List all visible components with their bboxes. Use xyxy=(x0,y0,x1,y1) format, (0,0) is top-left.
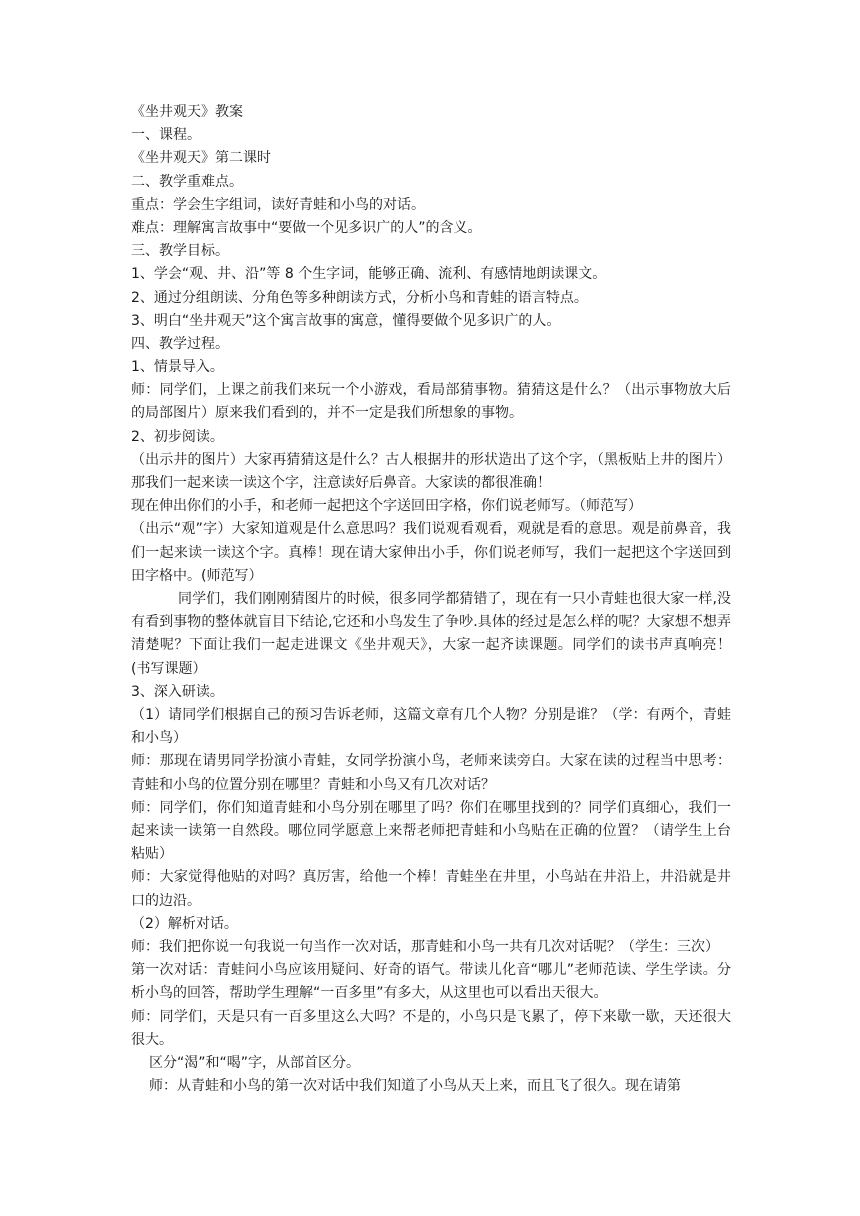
sub-heading-dialogue: （2）解析对话。 xyxy=(131,915,238,932)
paragraph: 区分“渴”和“喝”字，从部首区分。 xyxy=(149,1055,361,1072)
goal-item-2: 2、通过分组朗读、分角色等多种朗读方式，分析小鸟和青蛙的语言特点。 xyxy=(131,289,588,306)
section-heading-course: 一、课程。 xyxy=(131,127,201,144)
paragraph: 师：那现在请男同学扮演小青蛙，女同学扮演小鸟，老师来读旁白。大家在读的过程当中思考：青蛙和小鸟的位置分别在哪里？青蛙和小鸟又有几次对话？ xyxy=(131,753,731,793)
paragraph: 同学们，我们刚刚猜图片的时候，很多同学都猜错了，现在有一只小青蛙也很大家一样,没有看到事物的整体就盲目下结论,它还和小鸟发生了争吵.具体的经过是怎么样的呢？大家想不想弄清楚呢？下面让我们一起走进课文《坐井观天》，大家一起齐读课题。同学们的读书声真响亮！(书写课题） xyxy=(131,591,731,677)
goal-item-3: 3、明白“坐井观天”这个寓言故事的寓意，懂得要做个见多识广的人。 xyxy=(131,312,561,329)
paragraph: （1）请同学们根据自己的预习告诉老师，这篇文章有几个人物？分别是谁？（学：有两个，青蛙和小鸟） xyxy=(131,707,731,747)
step-heading-deep-reading: 3、深入研读。 xyxy=(131,683,224,700)
paragraph: 第一次对话：青蛙问小鸟应该用疑问、好奇的语气。带读儿化音“哪儿”老师范读、学生学读。分析小鸟的回答，帮助学生理解“一百多里”有多大，从这里也可以看出天很大。 xyxy=(131,962,731,1002)
step-heading-reading: 2、初步阅读。 xyxy=(131,428,224,445)
paragraph: 师：我们把你说一句我说一句当作一次对话，那青蛙和小鸟一共有几次对话呢？（学生：三次） xyxy=(131,939,719,956)
paragraph: 师：同学们，天是只有一百多里这么大吗？不是的，小鸟只是飞累了，停下来歇一歇，天还很大很大。 xyxy=(131,1008,731,1048)
section-heading-process: 四、教学过程。 xyxy=(131,335,229,352)
step-heading-intro: 1、情景导入。 xyxy=(131,359,224,376)
section-heading-key-points: 二、教学重难点。 xyxy=(131,173,243,190)
paragraph: 师：同学们，上课之前我们来玩一个小游戏，看局部猜事物。猜猜这是什么？（出示事物放大后的局部图片）原来我们看到的，并不一定是我们所想象的事物。 xyxy=(131,382,731,422)
paragraph: 现在伸出你们的小手，和老师一起把这个字送回田字格，你们说老师写。（师范写） xyxy=(131,498,642,515)
course-text: 《坐井观天》第二课时 xyxy=(131,150,271,167)
document-body xyxy=(131,101,731,1099)
paragraph: （出示“观”字）大家知道观是什么意思吗？我们说观看观看，观就是看的意思。观是前鼻音，我们一起来读一读这个字。真棒！现在请大家伸出小手，你们说老师写，我们一起把这个字送回到田字格中。(师范写） xyxy=(131,521,731,584)
paragraph: 师：大家觉得他贴的对吗？真厉害，给他一个棒！青蛙坐在井里，小鸟站在井沿上，井沿就是井口的边沿。 xyxy=(131,869,731,909)
key-point-text: 重点：学会生字组词，读好青蛙和小鸟的对话。 xyxy=(131,196,425,213)
goal-item-1: 1、学会“观、井、沿”等 8 个生字词，能够正确、流利、有感情地朗读课文。 xyxy=(131,266,607,283)
paragraph: 师：从青蛙和小鸟的第一次对话中我们知道了小鸟从天上来，而且飞了很久。现在请第 xyxy=(149,1078,681,1095)
document-title: 《坐井观天》教案 xyxy=(131,104,243,120)
difficult-point-text: 难点：理解寓言故事中“要做一个见多识广的人”的含义。 xyxy=(131,219,482,236)
section-heading-goals: 三、教学目标。 xyxy=(131,243,229,260)
paragraph: 师：同学们，你们知道青蛙和小鸟分别在哪里了吗？你们在哪里找到的？同学们真细心，我们一起来读一读第一自然段。哪位同学愿意上来帮老师把青蛙和小鸟贴在正确的位置？（请学生上台粘贴） xyxy=(131,799,731,863)
paragraph: （出示井的图片）大家再猜猜这是什么？古人根据井的形状造出了这个字，（黑板贴上井的图片）那我们一起来读一读这个字，注意读好后鼻音。大家读的都很准确！ xyxy=(131,451,731,492)
